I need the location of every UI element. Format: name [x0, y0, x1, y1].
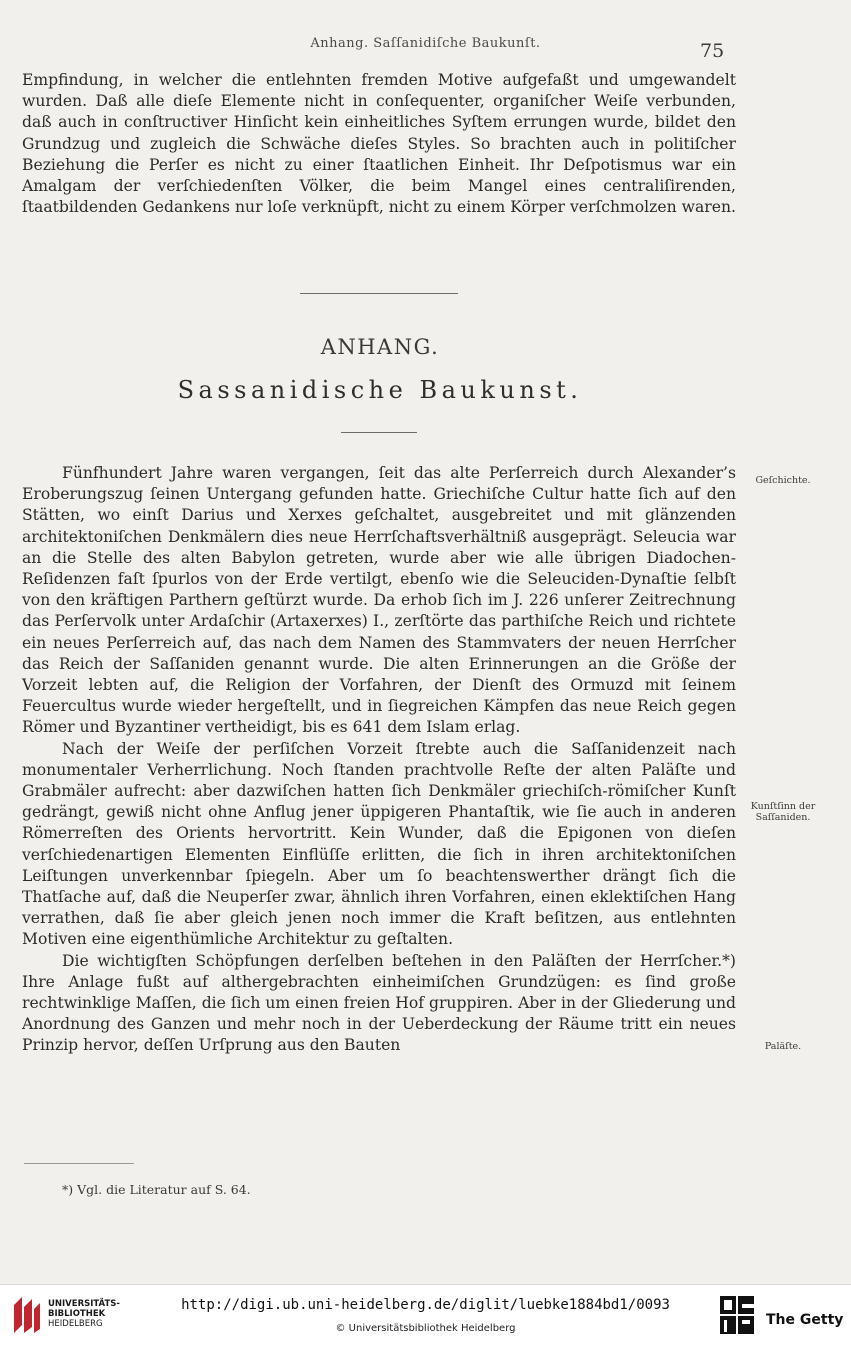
university-name: UNIVERSITÄTS- BIBLIOTHEK HEIDELBERG: [48, 1299, 120, 1329]
getty-name: The Getty: [766, 1312, 844, 1328]
section-subheading: Sassanidische Baukunst.: [177, 376, 583, 404]
paragraph-kunstsinn: Nach der Weiſe der perſiſchen Vorzeit ſtrebte auch die Saſſanidenzeit nach monumentaler Verherrlichung. Noch ſtanden prachtvolle Reſte der alten Paläſte und Grabmäler aufrecht: aber dazwiſchen hatten ſich Denkmäler griechiſch-römiſcher Kunſt gedrängt, gewiß nicht ohne Anflug jener üppigeren Phantaſtik, wie ſie auch in anderen Römerreſten des Orients hervortritt. Kein Wunder, daß die Epigonen von dieſen verſchiedenartigen Elementen Einflüſſe erlitten, die ſich in ihren architektoniſchen Leiſtungen unverkennbar ſpiegeln. Aber um ſo beachtenswerther drängt ſich die Thatſache auf, daß die Neuperſer zwar, ähnlich ihren Vorfahren, einen eklektiſchen Hang verrathen, daß ſie aber gleich jenen noch immer die Kraft beſitzen, aus entlehnten Motiven eine eigenthümliche Architektur zu geſtalten.: [22, 739, 736, 949]
footnote: *) Vgl. die Literatur auf S. 64.: [62, 1182, 251, 1197]
section-divider-top: [300, 293, 458, 294]
page-number: 75: [700, 40, 725, 62]
margin-note-geschichte: Geſchichte.: [755, 475, 811, 486]
paragraph-geschichte: Fünfhundert Jahre waren vergangen, ſeit das alte Perſerreich durch Alexander’s Eroberungszug ſeinen Untergang gefunden hatte. Griechiſche Cultur hatte ſich auf den Stätten, wo einſt Darius und Xerxes geſchaltet, ausgebreitet und mit glänzenden architektoniſchen Denkmälern dies neue Herrſchaftsverhältniß ausgeprägt. Seleucia war an die Stelle des alten Babylon getreten, wurde aber wie alle übrigen Diadochen-Reſidenzen faſt ſpurlos von der Erde vertilgt, ebenſo wie die Seleuciden-Dynaſtie ſelbſt von den kräftigen Parthern geſtürzt wurde. Da erhob ſich im J. 226 unſerer Zeitrechnung das Perſervolk unter Ardaſchir (Artaxerxes) I., zerſtörte das parthiſche Reich und richtete ein neues Perſerreich auf, das nach dem Namen des Stammvaters der neuen Herrſcher das Reich der Saſſaniden genannt wurde. Die alten Erinnerungen an die Größe der Vorzeit lebten auf, die Religion der Vorfahren, der Dienſt des Ormuzd mit ſeinem Feuercultus wurde wieder hergeſtellt, und in ſiegreichen Kämpfen das neue Reich gegen Römer und Byzantiner vertheidigt, bis es 641 dem Islam erlag.: [22, 464, 736, 737]
margin-note-kunstsinn: Kunſtſinn der Saſſaniden.: [750, 801, 816, 823]
getty-logo-icon[interactable]: [718, 1294, 760, 1342]
paragraph-top: Empfindung, in welcher die entlehnten fremden Motive aufgefaßt und umgewandelt wurden. Daß alle dieſe Elemente nicht in conſequenter, organiſcher Weiſe verbunden, daß auch in conſtructiver Hinſicht kein einheitliches Syſtem errungen wurde, bildet den Grundzug und zugleich die Schwäche dieſes Styles. So brachten auch in politiſcher Beziehung die Perſer es nicht zu einer ſtaatlichen Einheit. Ihr Deſpotismus war ein Amalgam der verſchiedenſten Völker, die beim Mangel eines centraliſirenden, ſtaatbildenden Gedankens nur loſe verknüpft, nicht zu einem Körper verſchmolzen waren.: [22, 71, 736, 217]
footnote-rule: [24, 1163, 134, 1164]
permalink-url[interactable]: http://digi.ub.uni-heidelberg.de/diglit/luebke1884bd1/0093: [181, 1297, 670, 1313]
paragraph-palaeste: Die wichtigſten Schöpfungen derſelben beſtehen in den Paläſten der Herrſcher.*) Ihre Anlage fußt auf althergebrachten einheimiſchen Grundzügen: es ſind große rechtwinklige Maſſen, die ſich um einen freien Hof gruppiren. Aber in der Gliederung und Anordnung des Ganzen und mehr noch in der Ueberdeckung der Räume tritt ein neues Prinzip hervor, deſſen Urſprung aus den Bauten: [22, 951, 736, 1055]
copyright-notice: © Universitätsbibliothek Heidelberg: [335, 1323, 516, 1334]
main-text-block: [22, 463, 736, 1057]
viewer-footer: [0, 1284, 851, 1346]
section-divider-bottom: [341, 432, 417, 433]
section-heading: ANHANG.: [320, 335, 440, 359]
top-paragraph-block: [22, 70, 736, 218]
margin-note-palaeste: Paläſte.: [764, 1041, 802, 1052]
running-head: Anhang. Saſſanidiſche Baukunſt.: [310, 36, 541, 51]
